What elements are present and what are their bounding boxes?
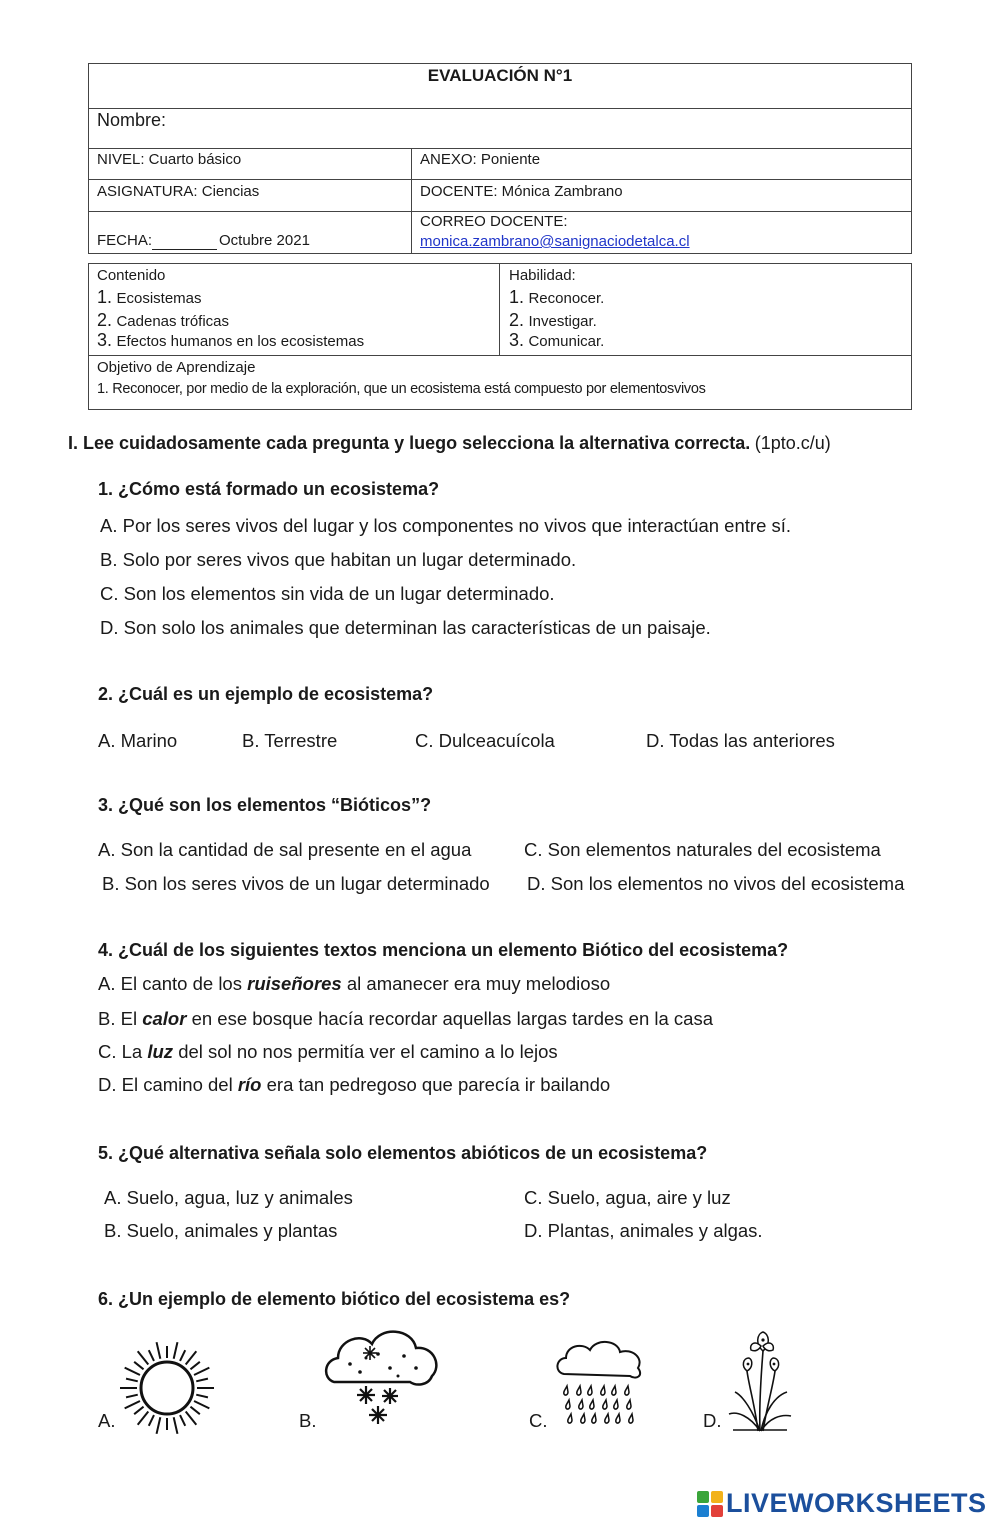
question-text: 4. ¿Cuál de los siguientes textos menciona un elemento Biótico del ecosistema?: [98, 940, 789, 960]
option-b[interactable]: B. Suelo, animales y plantas: [104, 1220, 338, 1241]
question-text: 1. ¿Cómo está formado un ecosistema?: [98, 479, 440, 499]
option-a[interactable]: A. El canto de los ruiseñores al amanecer era muy melodioso: [98, 973, 611, 994]
option-d[interactable]: D. Todas las anteriores: [646, 730, 835, 751]
option-a[interactable]: A.: [98, 1410, 116, 1431]
habilidad-label: Habilidad:: [509, 267, 576, 284]
fecha-label: FECHA:: [97, 232, 153, 249]
contenido-label: Contenido: [97, 267, 166, 284]
option-a[interactable]: A. Suelo, agua, luz y animales: [104, 1187, 353, 1208]
question-text: 3. ¿Qué son los elementos “Bióticos”?: [98, 795, 432, 815]
objetivo-label: Objetivo de Aprendizaje: [97, 359, 256, 376]
nivel-label: NIVEL: Cuarto básico: [97, 151, 242, 168]
option-b[interactable]: B.: [299, 1410, 317, 1431]
fecha-blank: [152, 232, 217, 250]
page-title: EVALUACIÓN N°1: [427, 66, 573, 85]
question-text: 6. ¿Un ejemplo de elemento biótico del ecosistema es?: [98, 1289, 571, 1309]
option-b[interactable]: B. El calor en ese bosque hacía recordar aquellas largas tardes en la casa: [98, 1008, 713, 1029]
option-b[interactable]: B. Solo por seres vivos que habitan un lugar determinado.: [100, 549, 577, 570]
option-b[interactable]: B. Terrestre: [242, 730, 338, 751]
habilidad-item: 1. Reconocer.: [509, 287, 605, 307]
option-c[interactable]: C. Son elementos naturales del ecosistema: [524, 839, 881, 860]
section-points: (1pto.c/u): [754, 433, 831, 453]
fecha-row: [97, 232, 310, 250]
liveworksheets-icon: [696, 1490, 724, 1518]
correo-label: CORREO DOCENTE:: [420, 213, 568, 230]
option-c[interactable]: C. Son los elementos sin vida de un lugar determinado.: [100, 583, 555, 604]
correo-email-link[interactable]: monica.zambrano@sanignaciodetalca.cl: [420, 233, 690, 250]
section-title: I. Lee cuidadosamente cada pregunta y luego selecciona la alternativa correcta.: [68, 433, 751, 453]
option-d[interactable]: D. El camino del río era tan pedregoso que parecía ir bailando: [98, 1074, 611, 1095]
liveworksheets-text: LIVEWORKSHEETS: [726, 1488, 987, 1518]
asignatura-label: ASIGNATURA: Ciencias: [97, 183, 260, 200]
sun-icon[interactable]: [117, 1338, 217, 1438]
habilidad-item: 3. Comunicar.: [509, 330, 605, 350]
fecha-value: Octubre 2021: [219, 232, 310, 249]
flower-plant-icon[interactable]: [725, 1326, 795, 1436]
contenido-item: 1. Ecosistemas: [97, 287, 202, 307]
snow-cloud-icon[interactable]: [320, 1320, 445, 1432]
option-d[interactable]: D.: [703, 1410, 722, 1431]
option-a[interactable]: A. Marino: [98, 730, 178, 751]
nombre-label: Nombre:: [97, 110, 167, 130]
liveworksheets-logo[interactable]: [696, 1488, 987, 1519]
option-d[interactable]: D. Son los elementos no vivos del ecosistema: [527, 873, 905, 894]
question-text: 2. ¿Cuál es un ejemplo de ecosistema?: [98, 684, 434, 704]
rain-cloud-icon[interactable]: [552, 1338, 652, 1433]
section-instructions: [68, 433, 831, 454]
contenido-item: 3. Efectos humanos en los ecosistemas: [97, 330, 365, 350]
option-c[interactable]: C. Dulceacuícola: [415, 730, 555, 751]
option-b[interactable]: B. Son los seres vivos de un lugar determinado: [102, 873, 490, 894]
option-a[interactable]: A. Por los seres vivos del lugar y los componentes no vivos que interactúan entre sí.: [100, 515, 792, 536]
docente-label: DOCENTE: Mónica Zambrano: [420, 183, 623, 200]
question-text: 5. ¿Qué alternativa señala solo elementos abióticos de un ecosistema?: [98, 1143, 708, 1163]
option-d[interactable]: D. Plantas, animales y algas.: [524, 1220, 763, 1241]
option-c[interactable]: C. Suelo, agua, aire y luz: [524, 1187, 731, 1208]
contenido-item: 2. Cadenas tróficas: [97, 310, 230, 330]
habilidad-item: 2. Investigar.: [509, 310, 597, 330]
option-c[interactable]: C. La luz del sol no nos permitía ver el camino a lo lejos: [98, 1041, 558, 1062]
anexo-label: ANEXO: Poniente: [420, 151, 541, 168]
option-a[interactable]: A. Son la cantidad de sal presente en el agua: [98, 839, 472, 860]
option-d[interactable]: D. Son solo los animales que determinan las características de un paisaje.: [100, 617, 711, 638]
option-c[interactable]: C.: [529, 1410, 548, 1431]
objetivo-text: 1. Reconocer, por medio de la exploración, que un ecosistema está compuesto por elementosvivos: [97, 381, 706, 397]
